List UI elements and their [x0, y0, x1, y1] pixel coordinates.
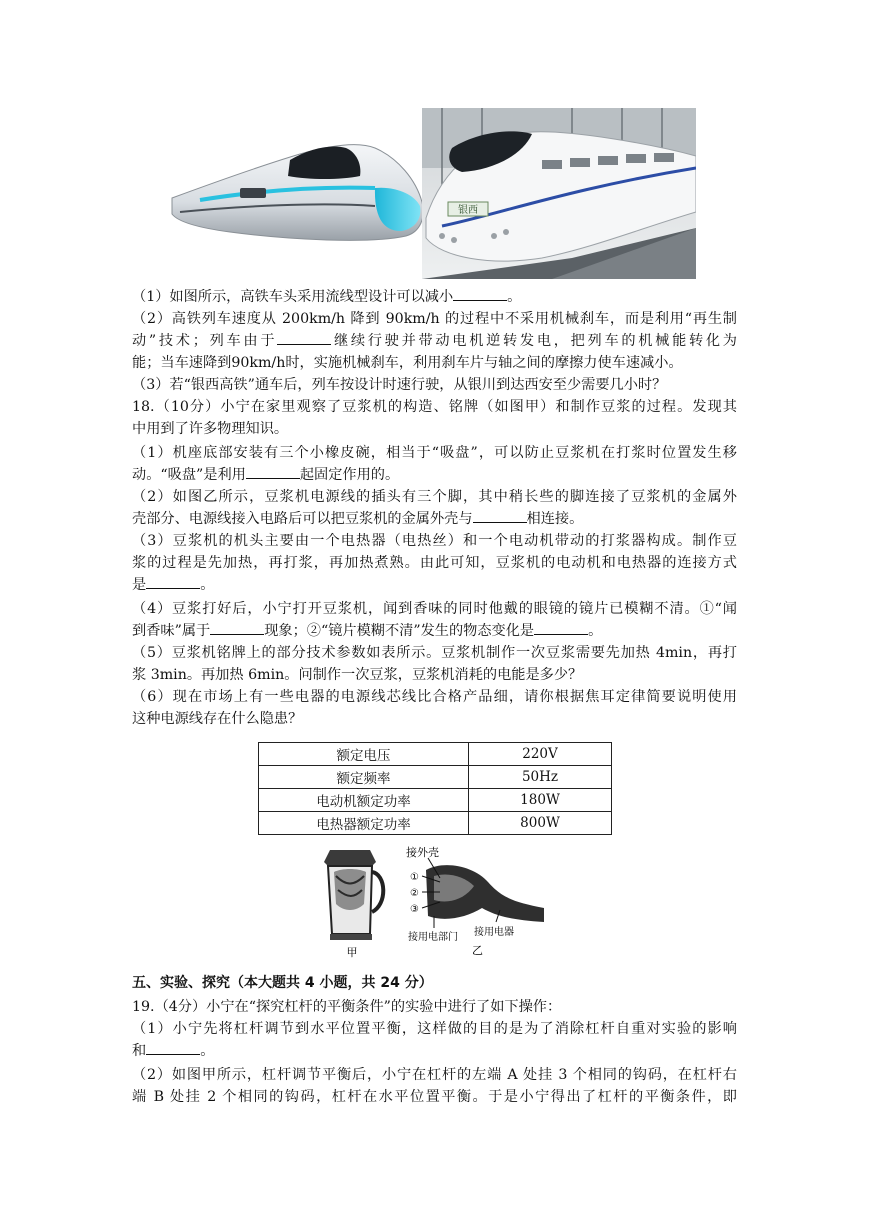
spec-key: 电动机额定功率 [259, 789, 469, 812]
q18-sub5-line1: （5）豆浆机铭牌上的部分技术参数如表所示。豆浆机制作一次豆浆需要先加热 4min，再打 [132, 645, 737, 661]
q18-sub3-line2: 浆的过程是先加热，再打浆，再加热煮熟。由此可知，豆浆机的电动机和电热器的连接方式 [132, 555, 737, 571]
table-row [259, 789, 612, 812]
q18-sub1-text: 动。“吸盘”是利用 [132, 467, 246, 483]
q18-sub2-tail: 相连接。 [526, 511, 584, 527]
q18-sub3-text: 是 [132, 577, 147, 593]
answer-blank[interactable] [277, 330, 331, 345]
q18-sub4-text: 到香味”属于 [132, 623, 211, 639]
q18-stem-line2: 中用到了许多物理知识。 [132, 421, 289, 437]
q19-sub2-line2: 端 B 处挂 2 个相同的钩码，杠杆在水平位置平衡。于是小宁得出了杠杆的平衡条件，即 [132, 1089, 737, 1105]
spec-value: 220V [469, 743, 612, 766]
pin-label-2: ② [410, 888, 419, 899]
q19-sub1-text: 和 [132, 1043, 147, 1059]
q18-sub6-line1: （6）现在市场上有一些电器的电源线芯线比合格产品细，请你根据焦耳定律简要说明使用 [132, 689, 737, 705]
q17-sub2-line3: 能；当车速降到90km/h时，实施机械刹车，利用刹车片与轴之间的摩擦力使车速减小。 [132, 355, 683, 371]
spec-table [258, 742, 612, 835]
answer-blank[interactable] [146, 1040, 200, 1055]
train-photo [422, 108, 696, 279]
soymilk-machine-figure [312, 842, 394, 960]
q18-sub3-line1: （3）豆浆机的机头主要由一个电热器（电热丝）和一个电动机带动的打浆器构成。制作豆 [132, 533, 737, 549]
label-to-power: 接用电部门 [408, 932, 458, 943]
answer-blank[interactable] [210, 620, 264, 635]
q17-sub2-tail: 继续行驶并带动电机逆转发电，把列车的机械能转化为 [331, 333, 737, 349]
spec-key: 额定电压 [259, 743, 469, 766]
q18-sub3-line3 [132, 574, 214, 596]
q19-sub1-tail: 。 [200, 1043, 215, 1059]
q18-sub5-line2: 浆 3min。再加热 6min。问制作一次豆浆，豆浆机消耗的电能是多少？ [132, 667, 583, 683]
q18-sub6-line2: 这种电源线存在什么隐患？ [132, 711, 303, 727]
table-row [259, 766, 612, 789]
section-heading: 五、实验、探究（本大题共 4 小题，共 24 分） [132, 975, 433, 991]
q18-sub1-line2 [132, 464, 399, 486]
q19-stem: 19.（4分）小宁在“探究杠杆的平衡条件”的实验中进行了如下操作： [132, 999, 562, 1015]
table-row [259, 743, 612, 766]
label-outer-shell: 接外壳 [406, 846, 439, 859]
answer-blank[interactable] [473, 508, 527, 523]
q18-sub4-tail: 。 [588, 623, 603, 639]
figure-label-yi: 乙 [472, 944, 483, 957]
q18-sub4-line2 [132, 620, 602, 642]
spec-value: 800W [469, 812, 612, 835]
spec-value: 180W [469, 789, 612, 812]
q17-sub2-line2 [132, 330, 737, 352]
spec-key: 电热器额定功率 [259, 812, 469, 835]
three-pin-plug-figure [404, 842, 550, 962]
q18-sub4-line1: （4）豆浆打好后，小宁打开豆浆机，闻到香味的同时他戴的眼镜的镜片已模糊不清。①“闻 [132, 601, 737, 617]
q19-sub2-line1: （2）如图甲所示，杠杆调节平衡后，小宁在杠杆的左端 A 处挂 3 个相同的钩码，在杠杆右 [132, 1067, 737, 1083]
train-plate-label: 银西 [458, 205, 478, 216]
q18-sub2-line2 [132, 508, 583, 530]
q17-sub2-line1: （2）高铁列车速度从 200km/h 降到 90km/h 的过程中不采用机械刹车，而是利用“再生制 [132, 311, 737, 327]
answer-blank[interactable] [453, 286, 507, 301]
spec-key: 额定频率 [259, 766, 469, 789]
q17-sub1 [132, 286, 521, 308]
q18-sub2-line1: （2）如图乙所示，豆浆机电源线的插头有三个脚，其中稍长些的脚连接了豆浆机的金属外 [132, 489, 737, 505]
q18-sub1-tail: 起固定作用的。 [299, 467, 400, 483]
answer-blank[interactable] [534, 620, 588, 635]
pin-label-1: ① [410, 872, 419, 883]
table-row [259, 812, 612, 835]
figure-label-jia: 甲 [346, 946, 358, 959]
q17-sub1-tail: 。 [507, 289, 522, 305]
q18-sub2-text: 壳部分、电源线接入电路后可以把豆浆机的金属外壳与 [132, 511, 473, 527]
q17-sub1-text: （1）如图所示，高铁车头采用流线型设计可以减小 [132, 289, 454, 305]
q17-sub2-text: 动”技术；列车由于 [132, 333, 278, 349]
train-nose-illustration [170, 136, 428, 248]
q18-stem-line1: 18.（10分）小宁在家里观察了豆浆机的构造、铭牌（如图甲）和制作豆浆的过程。发现其 [132, 399, 737, 415]
q19-sub1-line1: （1）小宁先将杠杆调节到水平位置平衡，这样做的目的是为了消除杠杆自重对实验的影响 [132, 1021, 737, 1037]
pin-label-3: ③ [410, 904, 419, 915]
q18-sub1-line1: （1）机座底部安装有三个小橡皮碗，相当于“吸盘”，可以防止豆浆机在打浆时位置发生移 [132, 445, 737, 461]
q18-sub4-mid: 现象；②“镜片模糊不清”发生的物态变化是 [264, 623, 535, 639]
q17-sub3: （3）若“银西高铁”通车后，列车按设计时速行驶，从银川到达西安至少需要几小时？ [132, 377, 667, 393]
answer-blank[interactable] [146, 574, 200, 589]
answer-blank[interactable] [246, 464, 300, 479]
label-to-appliance: 接用电器 [474, 927, 514, 938]
spec-value: 50Hz [469, 766, 612, 789]
q18-sub3-tail: 。 [200, 577, 215, 593]
q19-sub1-line2 [132, 1040, 214, 1062]
